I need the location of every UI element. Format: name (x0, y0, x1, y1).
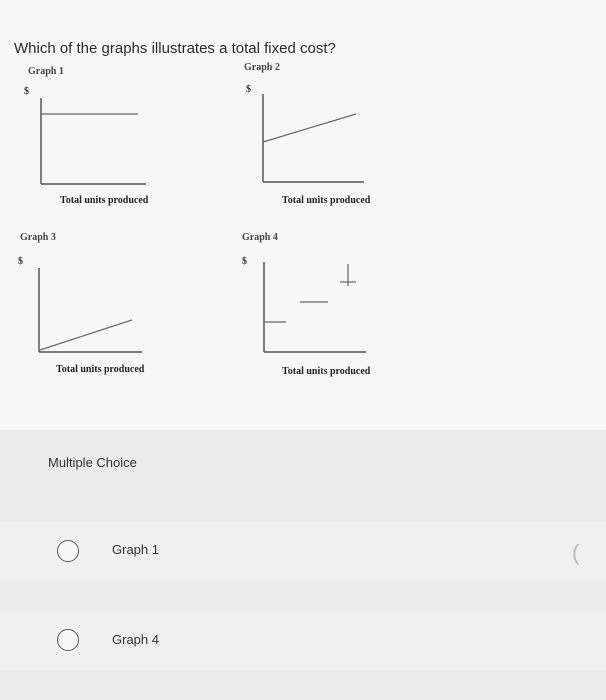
graph-1-ylabel: $ (24, 86, 29, 97)
graph-3-title: Graph 3 (20, 232, 56, 243)
graph-1-plot (38, 98, 148, 188)
cursor-icon: ( (572, 540, 580, 565)
graph-3-xlabel: Total units produced (56, 364, 145, 375)
question-text: Which of the graphs illustrates a total fixed cost? (14, 40, 336, 57)
option-graph-4[interactable] (0, 612, 606, 670)
graph-4-ylabel: $ (242, 256, 247, 267)
graph-2-line (263, 114, 356, 142)
multiple-choice-label: Multiple Choice (48, 455, 137, 470)
graph-3-line (40, 320, 132, 350)
option-label: Graph 1 (112, 542, 159, 557)
radio-button[interactable] (57, 629, 79, 651)
option-label: Graph 4 (112, 632, 159, 647)
graph-3-ylabel: $ (18, 256, 23, 267)
graph-2-xlabel: Total units produced (282, 195, 371, 206)
graph-4-xlabel: Total units produced (282, 366, 371, 377)
graph-4-title: Graph 4 (242, 232, 278, 243)
radio-button[interactable] (57, 540, 79, 562)
graph-2-plot (260, 94, 370, 186)
graph-2-ylabel: $ (246, 84, 251, 95)
graph-1-title: Graph 1 (28, 66, 64, 77)
graph-4-plot (260, 262, 370, 356)
graph-2-title: Graph 2 (244, 62, 280, 73)
graph-1-xlabel: Total units produced (60, 195, 149, 206)
graph-3-plot (36, 268, 146, 356)
option-graph-1[interactable] (0, 522, 606, 580)
